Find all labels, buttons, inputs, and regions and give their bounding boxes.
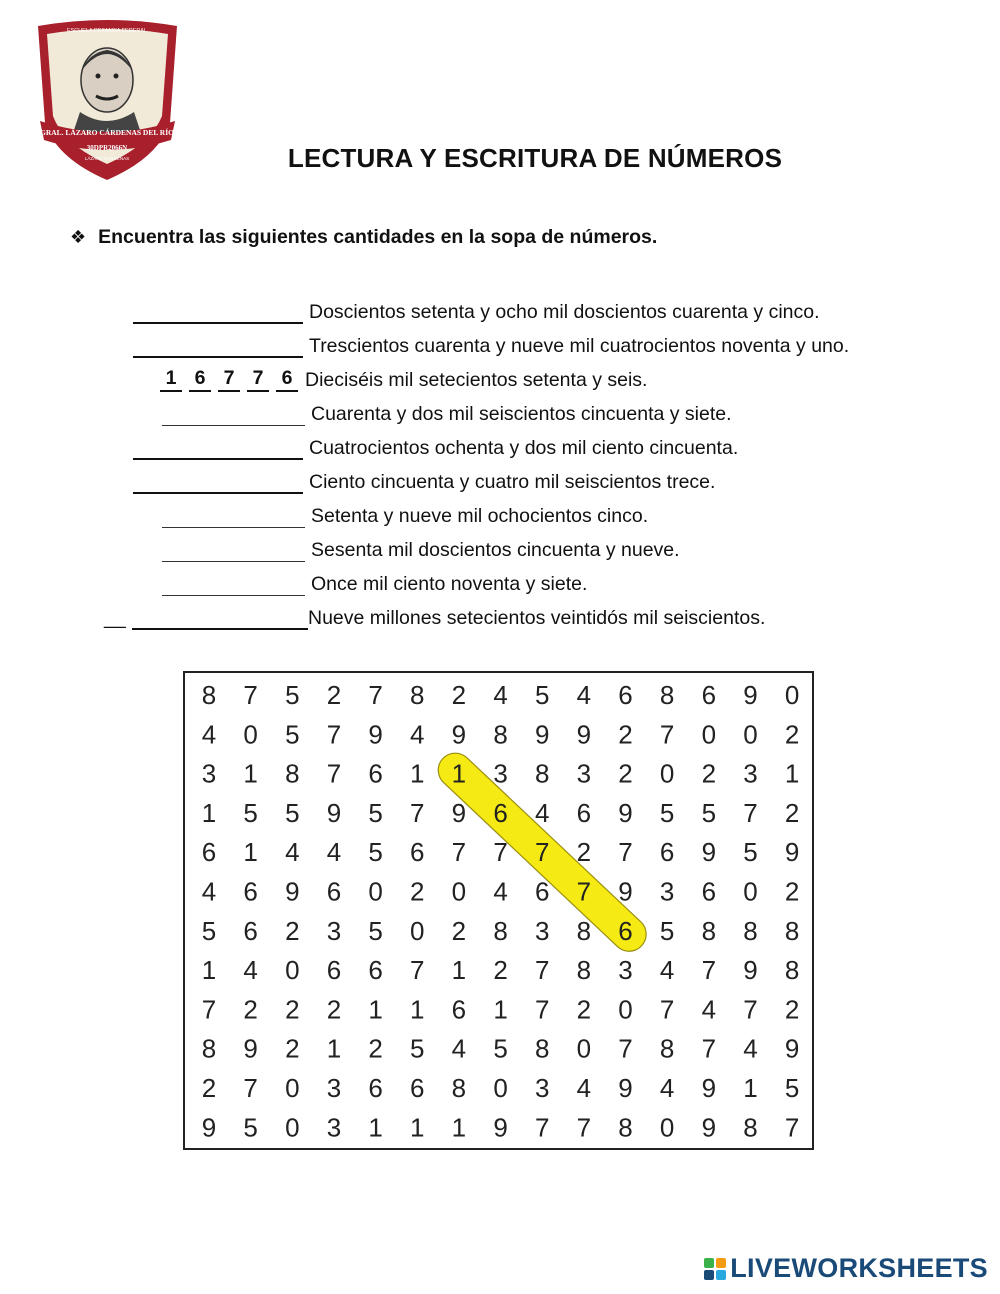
grid-cell[interactable]: 4	[243, 955, 258, 986]
grid-cell[interactable]: 7	[701, 1033, 717, 1064]
grid-cell[interactable]: 0	[576, 1033, 592, 1064]
grid-cell[interactable]: 4	[410, 719, 425, 750]
grid-cell[interactable]: 2	[618, 758, 633, 789]
grid-cell[interactable]: 9	[368, 719, 383, 750]
grid-cell[interactable]: 5	[285, 719, 300, 750]
grid-cell[interactable]: 4	[285, 837, 300, 868]
grid-cell[interactable]: 7	[201, 994, 217, 1025]
grid-cell[interactable]: 7	[451, 837, 467, 868]
grid-cell[interactable]: 8	[493, 915, 508, 946]
grid-cell[interactable]: 4	[493, 876, 508, 907]
grid-cell[interactable]: 9	[534, 719, 550, 750]
grid-cell[interactable]: 1	[326, 1033, 342, 1064]
list-item	[133, 328, 849, 358]
grid-cell[interactable]: 0	[659, 1112, 675, 1143]
list-item	[160, 362, 647, 392]
grid-cell[interactable]: 0	[493, 1073, 508, 1103]
grid-cell[interactable]: 5	[659, 797, 675, 828]
grid-cell[interactable]: 3	[743, 758, 758, 789]
grid-cell[interactable]: 0	[784, 680, 800, 710]
grid-cell[interactable]: 4	[201, 719, 217, 750]
item-label: Sesenta mil doscientos cincuenta y nueve.	[311, 539, 680, 561]
grid-cell[interactable]: 2	[285, 915, 300, 946]
answer-blank[interactable]	[162, 505, 305, 528]
grid-cell[interactable]: 1	[451, 758, 467, 789]
grid-cell[interactable]: 8	[743, 1112, 758, 1143]
item-label: Dieciséis mil setecientos setenta y seis.	[305, 369, 648, 391]
grid-cell[interactable]: 5	[243, 797, 258, 828]
grid-cell[interactable]: 6	[368, 758, 383, 789]
item-label: Cuatrocientos ochenta y dos mil ciento cincuenta.	[309, 437, 739, 459]
grid-cell[interactable]: 8	[784, 915, 800, 946]
item-label: Doscientos setenta y ocho mil doscientos cuarenta y cinco.	[309, 301, 820, 323]
grid-cell[interactable]: 8	[784, 955, 800, 986]
grid-cell[interactable]: 6	[410, 1073, 425, 1103]
grid-cell[interactable]: 4	[201, 876, 217, 907]
grid-cell[interactable]: 6	[618, 915, 633, 946]
grid-cell[interactable]: 2	[285, 1033, 300, 1064]
grid-cell[interactable]: 7	[534, 1112, 550, 1143]
item-label: Nueve millones setecientos veintidós mil seiscientos.	[308, 607, 766, 629]
grid-cell[interactable]: 8	[451, 1073, 467, 1103]
grid-cell[interactable]: 5	[784, 1073, 800, 1103]
instruction	[70, 226, 657, 249]
item-label: Cuarenta y dos mil seiscientos cincuenta y siete.	[311, 403, 732, 425]
grid-cell[interactable]: 7	[493, 837, 508, 868]
grid-cell[interactable]: 8	[534, 1033, 550, 1064]
grid-cell[interactable]: 2	[451, 915, 467, 946]
answer-digit: 6	[189, 367, 211, 392]
grid-cell[interactable]: 0	[285, 955, 300, 986]
instruction-text: Encuentra las siguientes cantidades en la sopa de números.	[98, 226, 658, 248]
answer-digit: 1	[160, 367, 182, 392]
grid-cell[interactable]: 8	[410, 680, 425, 710]
grid-cell[interactable]: 6	[243, 876, 258, 907]
grid-cell[interactable]: 7	[701, 955, 717, 986]
grid-cell[interactable]: 8	[743, 915, 758, 946]
grid-cell[interactable]: 7	[243, 680, 258, 710]
grid-cell[interactable]: 0	[743, 719, 758, 750]
grid-cell[interactable]: 2	[784, 994, 800, 1025]
grid-cell[interactable]: 9	[618, 876, 633, 907]
grid-cell[interactable]: 6	[701, 680, 717, 710]
grid-cell[interactable]: 9	[743, 680, 758, 710]
grid-cell[interactable]: 9	[576, 719, 592, 750]
grid-cell[interactable]: 2	[285, 994, 300, 1025]
grid-cell[interactable]: 9	[451, 719, 467, 750]
item-label: Ciento cincuenta y cuatro mil seiscientos trece.	[309, 471, 716, 493]
crest-code-text: 30DPR2066N	[86, 144, 128, 152]
grid-cell[interactable]: 6	[576, 797, 592, 828]
grid-cell[interactable]: 1	[493, 994, 508, 1025]
grid-cell[interactable]: 0	[451, 876, 467, 907]
grid-cell[interactable]: 9	[784, 837, 800, 868]
grid-cell[interactable]: 5	[534, 680, 550, 710]
answer-blank[interactable]	[162, 539, 305, 562]
grid-cell[interactable]: 2	[201, 1073, 217, 1103]
grid-cell[interactable]: 7	[534, 994, 550, 1025]
list-item	[162, 396, 732, 426]
grid-cell[interactable]: 7	[576, 876, 592, 907]
grid-cell[interactable]: 7	[618, 1033, 633, 1064]
grid-canvas	[185, 673, 812, 1148]
answer-digit: 7	[247, 367, 269, 392]
grid-cell[interactable]: 2	[410, 876, 425, 907]
grid-cell[interactable]: 9	[701, 1112, 717, 1143]
grid-cell[interactable]: 8	[576, 955, 592, 986]
grid-cell[interactable]: 6	[659, 837, 675, 868]
grid-cell[interactable]: 7	[659, 994, 675, 1025]
grid-cell[interactable]: 3	[326, 1073, 342, 1103]
grid-cell[interactable]: 1	[410, 758, 425, 789]
grid-cell[interactable]: 4	[326, 837, 342, 868]
grid-cell[interactable]: 2	[576, 994, 592, 1025]
grid-cell[interactable]: 4	[701, 994, 717, 1025]
grid-cell[interactable]: 6	[201, 837, 217, 868]
list-item	[162, 498, 648, 528]
grid-cell[interactable]: 0	[659, 758, 675, 789]
grid-cell[interactable]: 6	[368, 1073, 383, 1103]
grid-cell[interactable]: 2	[326, 680, 342, 710]
answer-blank[interactable]	[133, 300, 303, 324]
diamond-bullet-icon: ❖	[70, 227, 87, 247]
grid-cell[interactable]: 4	[576, 680, 592, 710]
grid-cell[interactable]: 9	[701, 1073, 717, 1103]
grid-cell[interactable]: 1	[368, 1112, 383, 1143]
number-search-grid[interactable]	[183, 671, 814, 1150]
grid-cell[interactable]: 5	[493, 1033, 508, 1064]
grid-cell[interactable]: 1	[410, 994, 425, 1025]
grid-cell[interactable]: 0	[618, 994, 633, 1025]
grid-cell[interactable]: 2	[784, 876, 800, 907]
grid-cell[interactable]: 8	[201, 680, 217, 710]
grid-cell[interactable]: 0	[285, 1112, 300, 1143]
grid-cell[interactable]: 0	[701, 719, 717, 750]
grid-cell[interactable]: 0	[410, 915, 425, 946]
grid-cell[interactable]: 1	[243, 758, 258, 789]
grid-cell[interactable]: 6	[326, 876, 342, 907]
grid-cell[interactable]: 7	[618, 837, 633, 868]
grid-cell[interactable]: 0	[285, 1073, 300, 1103]
grid-cell[interactable]: 2	[618, 719, 633, 750]
liveworksheets-text: LIVEWORKSHEETS	[730, 1253, 988, 1283]
grid-cell[interactable]: 4	[659, 1073, 675, 1103]
grid-cell[interactable]: 4	[576, 1073, 592, 1103]
grid-cell[interactable]: 5	[368, 797, 383, 828]
grid-cell[interactable]: 1	[743, 1073, 758, 1103]
grid-cell[interactable]: 7	[659, 719, 675, 750]
grid-cell[interactable]: 4	[743, 1033, 758, 1064]
grid-cell[interactable]: 9	[701, 837, 717, 868]
grid-cell[interactable]: 7	[784, 1112, 800, 1143]
answer-blank[interactable]	[133, 334, 303, 358]
grid-cell[interactable]: 6	[368, 955, 383, 986]
list-item	[162, 532, 680, 562]
grid-cell[interactable]: 6	[618, 680, 633, 710]
grid-cell[interactable]: 5	[659, 915, 675, 946]
grid-cell[interactable]: 6	[326, 955, 342, 986]
grid-cell[interactable]: 9	[618, 1073, 633, 1103]
grid-cell[interactable]: 3	[326, 915, 342, 946]
grid-cell[interactable]: 9	[451, 797, 467, 828]
grid-cell[interactable]: 9	[285, 876, 300, 907]
answer-blank[interactable]	[162, 573, 305, 596]
grid-cell[interactable]: 7	[576, 1112, 592, 1143]
grid-cell[interactable]: 9	[493, 1112, 508, 1143]
grid-cell[interactable]: 3	[534, 1073, 550, 1103]
grid-cell[interactable]: 7	[243, 1073, 258, 1103]
grid-cell[interactable]: 5	[410, 1033, 425, 1064]
grid-cell[interactable]: 9	[784, 1033, 800, 1064]
list-item	[104, 600, 765, 630]
answer-prefix: __	[104, 607, 126, 629]
crest-top-text: ESCUELA PRIMARIA FEDERAL	[66, 28, 148, 34]
grid-cell[interactable]: 9	[618, 797, 633, 828]
answer-blank[interactable]	[132, 606, 308, 630]
grid-cell[interactable]: 3	[534, 915, 550, 946]
grid-cell[interactable]: 4	[451, 1033, 467, 1064]
grid-cell[interactable]: 0	[243, 719, 258, 750]
grid-cell[interactable]: 2	[784, 797, 800, 828]
grid-cell[interactable]: 9	[326, 797, 342, 828]
grid-cell[interactable]: 1	[201, 797, 217, 828]
item-label: Trescientos cuarenta y nueve mil cuatrocientos noventa y uno.	[309, 335, 850, 357]
grid-cell[interactable]: 0	[743, 876, 758, 907]
grid-cell[interactable]: 6	[493, 797, 508, 828]
grid-cell[interactable]: 6	[451, 994, 467, 1025]
grid-cell[interactable]: 7	[326, 719, 342, 750]
grid-cell[interactable]: 7	[410, 955, 425, 986]
list-item	[133, 464, 715, 494]
grid-cell[interactable]: 8	[493, 719, 508, 750]
grid-cell[interactable]: 8	[201, 1033, 217, 1064]
grid-cell[interactable]: 8	[576, 915, 592, 946]
grid-cell[interactable]: 1	[368, 994, 383, 1025]
crest-bottom-text: LÁZARO CÁRDENAS	[84, 156, 130, 161]
grid-cell[interactable]: 1	[410, 1112, 425, 1143]
grid-cell[interactable]: 2	[784, 719, 800, 750]
grid-cell[interactable]: 2	[493, 955, 508, 986]
grid-cell[interactable]: 5	[743, 837, 758, 868]
grid-cell[interactable]: 5	[368, 837, 383, 868]
list-item	[162, 566, 587, 596]
liveworksheets-logo	[704, 1253, 988, 1284]
grid-cell[interactable]: 6	[701, 876, 717, 907]
answer-blank[interactable]	[162, 403, 305, 426]
grid-cell[interactable]: 6	[534, 876, 550, 907]
grid-cell[interactable]: 9	[243, 1033, 258, 1064]
list-item	[133, 430, 738, 460]
grid-cell[interactable]: 2	[368, 1033, 383, 1064]
grid-cell[interactable]: 3	[618, 955, 633, 986]
answer-digit: 6	[276, 367, 298, 392]
grid-cell[interactable]: 5	[285, 680, 300, 710]
page-title: LECTURA Y ESCRITURA DE NÚMEROS	[287, 143, 783, 173]
filled-answer[interactable]	[160, 367, 305, 392]
grid-cell[interactable]: 8	[701, 915, 717, 946]
grid-cell[interactable]: 4	[534, 797, 550, 828]
answer-blank[interactable]	[133, 436, 303, 460]
grid-cell[interactable]: 1	[451, 1112, 467, 1143]
answer-blank[interactable]	[133, 470, 303, 494]
grid-cell[interactable]: 5	[201, 915, 217, 946]
grid-cell[interactable]: 3	[493, 758, 508, 789]
grid-cell[interactable]: 3	[576, 758, 592, 789]
grid-cell[interactable]: 7	[326, 758, 342, 789]
grid-cell[interactable]: 0	[368, 876, 383, 907]
grid-cell[interactable]: 7	[368, 680, 383, 710]
grid-cell[interactable]: 9	[743, 955, 758, 986]
grid-cell[interactable]: 2	[243, 994, 258, 1025]
crest-banner-text: GRAL. LÁZARO CÁRDENAS DEL RÍO	[40, 128, 174, 137]
grid-cell[interactable]: 2	[701, 758, 717, 789]
grid-cell[interactable]: 8	[285, 758, 300, 789]
answer-digit: 7	[218, 367, 240, 392]
grid-cell[interactable]: 8	[618, 1112, 633, 1143]
grid-cell[interactable]: 5	[243, 1112, 258, 1143]
grid-cell[interactable]: 8	[659, 680, 675, 710]
grid-cell[interactable]: 5	[701, 797, 717, 828]
grid-cell[interactable]: 7	[743, 994, 758, 1025]
grid-cell[interactable]: 2	[576, 837, 592, 868]
grid-cell[interactable]: 7	[534, 837, 550, 868]
grid-cell[interactable]: 6	[410, 837, 425, 868]
grid-cell[interactable]: 5	[368, 915, 383, 946]
grid-cell[interactable]: 7	[410, 797, 425, 828]
grid-cell[interactable]: 8	[534, 758, 550, 789]
item-label: Once mil ciento noventa y siete.	[311, 573, 588, 595]
grid-cell[interactable]: 6	[243, 915, 258, 946]
grid-cell[interactable]: 7	[743, 797, 758, 828]
grid-cell[interactable]: 1	[784, 758, 800, 789]
grid-cell[interactable]: 9	[201, 1112, 217, 1143]
grid-cell[interactable]: 1	[451, 955, 467, 986]
grid-cell[interactable]: 3	[659, 876, 675, 907]
liveworksheets-mark-icon	[704, 1258, 726, 1280]
grid-cell[interactable]: 3	[201, 758, 217, 789]
grid-cell[interactable]: 4	[659, 955, 675, 986]
list-item	[133, 294, 820, 324]
grid-cell[interactable]: 1	[243, 837, 258, 868]
grid-cell[interactable]: 5	[285, 797, 300, 828]
grid-cell[interactable]: 2	[451, 680, 467, 710]
grid-cell[interactable]: 3	[326, 1112, 342, 1143]
grid-cell[interactable]: 1	[201, 955, 217, 986]
grid-cell[interactable]: 7	[534, 955, 550, 986]
grid-cell[interactable]: 4	[493, 680, 508, 710]
grid-cell[interactable]: 2	[326, 994, 342, 1025]
grid-cell[interactable]: 8	[659, 1033, 675, 1064]
item-label: Setenta y nueve mil ochocientos cinco.	[311, 505, 649, 527]
